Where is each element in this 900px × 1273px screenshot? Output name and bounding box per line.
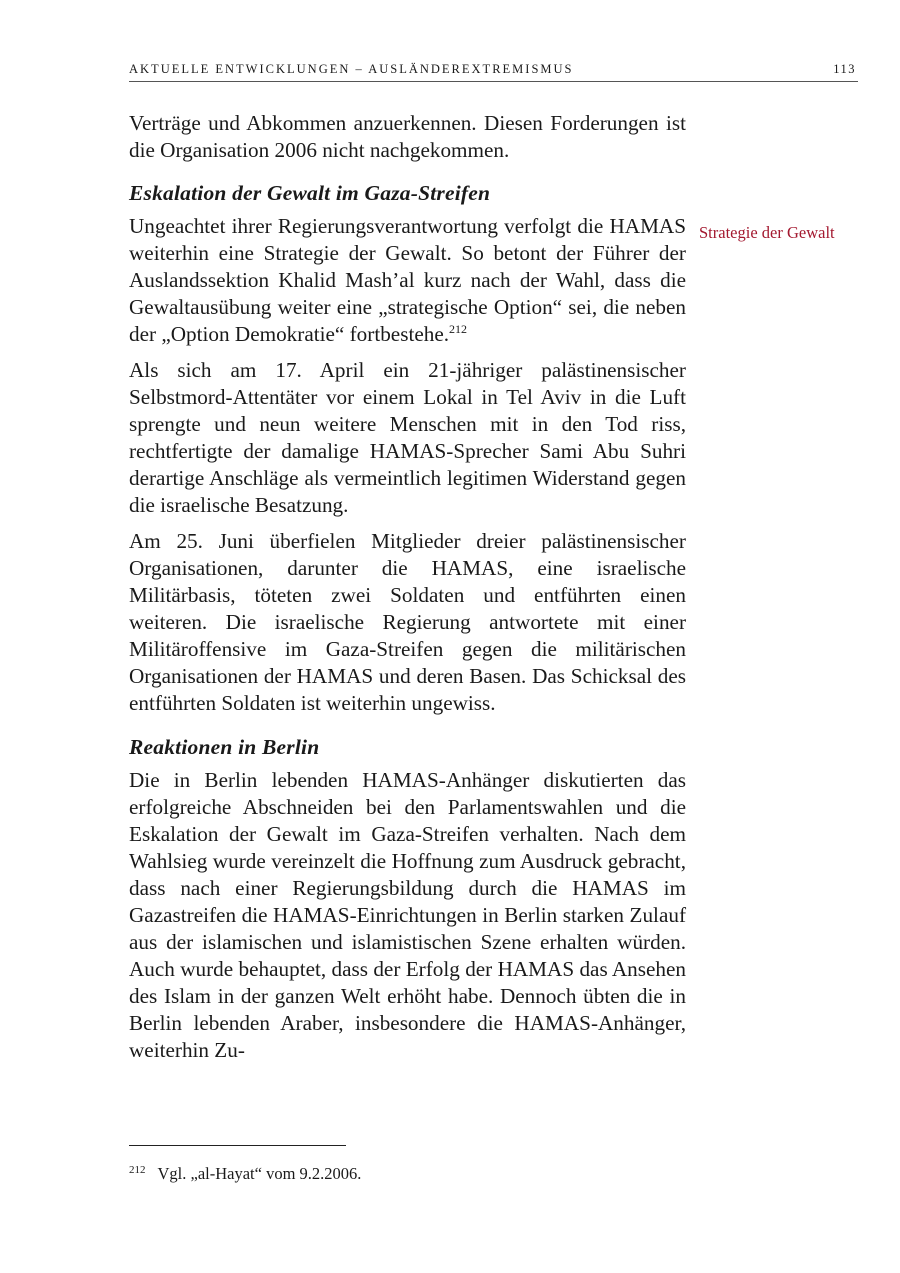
- footnote-number: 212: [129, 1163, 146, 1176]
- section-heading-berlin: Reaktionen in Berlin: [129, 735, 320, 759]
- footnote: [129, 1163, 361, 1185]
- paragraph-strategy-text: Ungeachtet ihrer Regierungsverantwortung verfolgt die HAMAS weiterhin eine Strategie der Gewalt. So betont der Führer der Auslandssektion Khalid Mash’al kurz nach der Wahl, dass die Gewaltausübung weiter eine „strategische Option“ sei, die neben der „Option Demokratie“ fortbestehe.: [129, 214, 686, 346]
- running-header-title: AKTUELLE ENTWICKLUNGEN – AUSLÄNDEREXTREMISMUS: [129, 62, 574, 76]
- paragraph-berlin: Die in Berlin lebenden HAMAS-Anhänger diskutierten das erfolgreiche Abschneiden bei den Parlamentswahlen und die Eskalation der Gewalt im Gaza-Streifen verhalten. Nach dem Wahlsieg wurde vereinzelt die Hoffnung zum Ausdruck gebracht, dass nach einer Regierungsbildung durch die HAMAS im Gazastreifen die HAMAS-Einrichtungen in Berlin starken Zulauf aus der islamischen und islamistischen Szene erhalten würden. Auch wurde behauptet, dass der Erfolg der HAMAS das Ansehen des Islam in der ganzen Welt erhöht habe. Dennoch übten die in Berlin lebenden Araber, insbesondere die HAMAS-Anhänger, weiterhin Zu-: [129, 768, 686, 1062]
- page-number: 113: [833, 62, 856, 76]
- paragraph-continued: Verträge und Abkommen anzuerkennen. Diesen Forderungen ist die Organisation 2006 nicht nachgekommen.: [129, 111, 686, 162]
- paragraph-strategy: [129, 213, 686, 348]
- paragraph-june: Am 25. Juni überfielen Mitglieder dreier palästinensischer Organisationen, darunter die HAMAS, eine israelische Militärbasis, töteten zwei Soldaten und entführten einen weiteren. Die israelische Regierung antwortete mit einer Militäroffensive im Gaza-Streifen gegen die militärischen Organisationen der HAMAS und deren Basen. Das Schicksal des entführten Soldaten ist weiterhin ungewiss.: [129, 529, 686, 715]
- paragraph-attack: Als sich am 17. April ein 21-jähriger palästinensischer Selbstmord-Attentäter vor einem Lokal in Tel Aviv in die Luft sprengte und neun weitere Menschen mit in den Tod riss, rechtfertigte der damalige HAMAS-Sprecher Sami Abu Suhri derartige Anschläge als vermeintlich legitimen Widerstand gegen die israelische Besatzung.: [129, 358, 686, 517]
- footnote-divider: [129, 1145, 346, 1146]
- footnote-ref[interactable]: 212: [449, 321, 468, 336]
- footnote-text: Vgl. „al-Hayat“ vom 9.2.2006.: [157, 1164, 362, 1183]
- margin-note: Strategie der Gewalt: [699, 223, 835, 242]
- running-header: [129, 61, 858, 82]
- section-heading-escalation: Eskalation der Gewalt im Gaza-Streifen: [129, 181, 491, 205]
- body-column: [129, 110, 686, 1064]
